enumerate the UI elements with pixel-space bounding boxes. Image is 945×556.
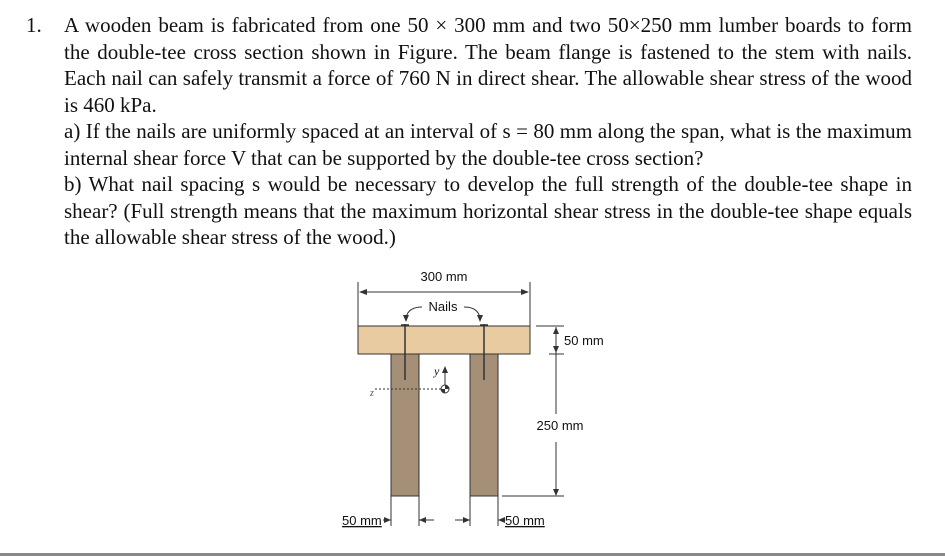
flange-thickness-arrow-bottom [553, 346, 559, 353]
problem-statement: A wooden beam is fabricated from one 50 × 300 mm and two 50×250 mm lumber boards to form the double-tee cross section shown in Figure. The beam flange is fastened to the stem with nails. Each nail can safely transmit a force of 760 N in direct shear. The allowable shear stress of the wood is 460 kPa. [64, 13, 912, 117]
double-tee-figure [330, 262, 630, 534]
stem-depth-label: 250 mm [536, 418, 584, 433]
z-axis-label: z [370, 388, 374, 399]
stem-left-arrow-out [419, 517, 426, 523]
cross-section-diagram [330, 262, 630, 534]
flange-board [358, 326, 530, 354]
flange-width-arrow-right [521, 289, 529, 295]
stem-right-arrow-out [498, 517, 505, 523]
centroid-quadrant-1 [445, 385, 449, 389]
flange-thickness-arrow-top [553, 327, 559, 334]
problem-part-a: a) If the nails are uniformly spaced at an interval of s = 80 mm along the span, what is the maximum internal shear force V that can be supported by the double-tee cross section? [64, 119, 912, 170]
flange-width-arrow-left [359, 289, 367, 295]
problem-body [64, 12, 912, 251]
stem-width-left-label: 50 mm [342, 513, 382, 528]
problem-part-b: b) What nail spacing s would be necessary to develop the full strength of the double-tee shape in shear? (Full strength means that the maximum horizontal shear stress in the double-tee shape equals the allowable shear stress of the wood.) [64, 172, 912, 249]
centroid-quadrant-3 [441, 389, 445, 393]
problem-number: 1. [26, 13, 42, 37]
flange-width-label: 300 mm [420, 269, 468, 284]
problem [20, 12, 912, 251]
nail-leader-arrow-right [477, 315, 483, 322]
flange-thickness-label: 50 mm [564, 333, 604, 348]
nails-label: Nails [428, 299, 458, 314]
y-axis-label: y [434, 364, 440, 378]
stem-left-arrow-in [384, 517, 391, 523]
stem-right-arrow-in [463, 517, 470, 523]
nail-leader-arrow-left [403, 315, 409, 322]
stem-width-right-label: 50 mm [505, 513, 545, 528]
y-axis-arrow [442, 366, 448, 373]
stem-depth-arrow-bottom [553, 489, 559, 496]
